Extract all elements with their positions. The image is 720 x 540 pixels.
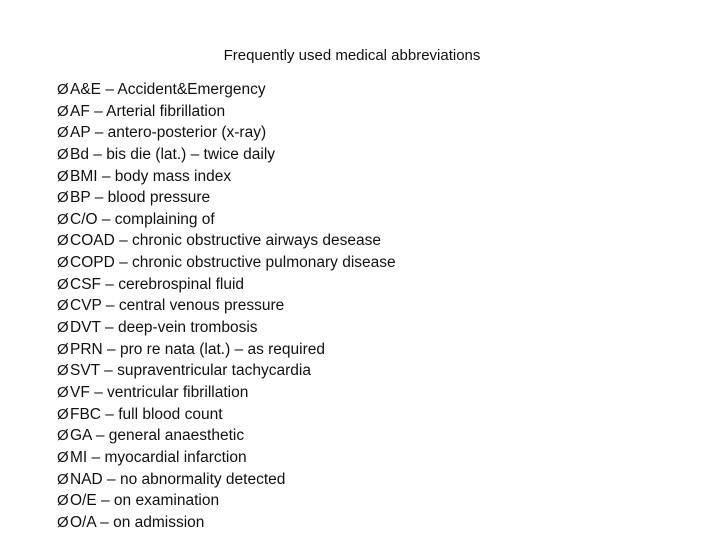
arrow-bullet-icon: Ø [57,513,69,531]
abbreviation-list [57,79,396,533]
abbreviation-item [57,360,396,382]
abbreviation-text: Bd – bis die (lat.) – twice daily [70,145,276,163]
abbreviation-text: CSF – cerebrospinal fluid [70,275,245,293]
arrow-bullet-icon: Ø [57,470,69,488]
abbreviation-item [57,447,396,469]
arrow-bullet-icon: Ø [57,167,69,185]
abbreviation-item [57,79,396,101]
arrow-bullet-icon: Ø [57,232,69,250]
abbreviation-item [57,317,396,339]
abbreviation-item [57,382,396,404]
arrow-bullet-icon: Ø [57,145,69,163]
abbreviation-text: O/A – on admission [70,513,205,531]
abbreviation-text: SVT – supraventricular tachycardia [70,362,311,380]
arrow-bullet-icon: Ø [57,448,69,466]
arrow-bullet-icon: Ø [57,297,69,315]
abbreviation-item [57,209,396,231]
arrow-bullet-icon: Ø [57,383,69,401]
abbreviation-text: GA – general anaesthetic [70,427,245,445]
arrow-bullet-icon: Ø [57,362,69,380]
arrow-bullet-icon: Ø [57,254,69,272]
abbreviation-text: FBC – full blood count [70,405,223,423]
abbreviation-text: BP – blood pressure [70,189,211,207]
arrow-bullet-icon: Ø [57,210,69,228]
abbreviation-item [57,469,396,491]
abbreviation-text: NAD – no abnormality detected [70,470,286,488]
abbreviation-item [57,425,396,447]
slide-title: Frequently used medical abbreviations [223,47,481,64]
arrow-bullet-icon: Ø [57,405,69,423]
abbreviation-text: C/O – complaining of [70,210,215,228]
abbreviation-item [57,339,396,361]
arrow-bullet-icon: Ø [57,319,69,337]
abbreviation-text: BMI – body mass index [70,167,232,185]
abbreviation-item [57,230,396,252]
arrow-bullet-icon: Ø [57,427,69,445]
abbreviation-item [57,295,396,317]
abbreviation-text: AF – Arterial fibrillation [70,102,226,120]
arrow-bullet-icon: Ø [57,189,69,207]
abbreviation-text: O/E – on examination [70,492,220,510]
arrow-bullet-icon: Ø [57,340,69,358]
abbreviation-text: DVT – deep-vein trombosis [70,319,258,337]
abbreviation-item [57,166,396,188]
abbreviation-text: VF – ventricular fibrillation [70,383,249,401]
arrow-bullet-icon: Ø [57,81,69,98]
abbreviation-text: A&E – Accident&Emergency [70,81,266,98]
arrow-bullet-icon: Ø [57,492,69,510]
abbreviation-text: COAD – chronic obstructive airways desease [70,232,381,250]
abbreviation-text: MI – myocardial infarction [70,448,247,466]
abbreviation-text: AP – antero-posterior (x-ray) [70,124,267,142]
abbreviation-item [57,122,396,144]
arrow-bullet-icon: Ø [57,124,69,142]
abbreviation-item [57,101,396,123]
abbreviation-text: COPD – chronic obstructive pulmonary disease [70,254,396,272]
abbreviation-item [57,274,396,296]
abbreviation-item [57,512,396,534]
abbreviation-item [57,490,396,512]
abbreviation-item [57,252,396,274]
abbreviation-item [57,187,396,209]
arrow-bullet-icon: Ø [57,102,69,120]
abbreviation-text: PRN – pro re nata (lat.) – as required [70,340,326,358]
abbreviation-item [57,404,396,426]
arrow-bullet-icon: Ø [57,275,69,293]
abbreviation-item [57,144,396,166]
abbreviation-text: CVP – central venous pressure [70,297,285,315]
